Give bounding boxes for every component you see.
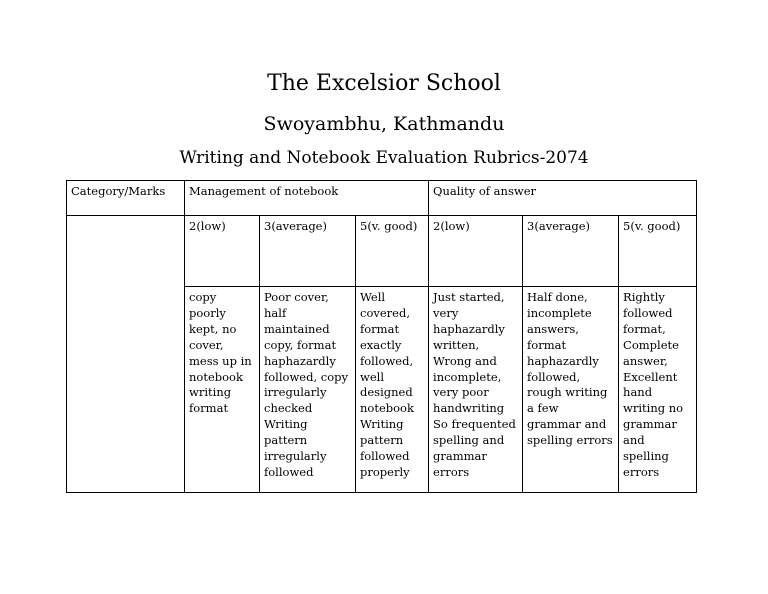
descriptor-cell: Just started, very haphazardly written, Wrong and incomplete, very poor handwriting So frequented spelling and grammar errors	[429, 287, 523, 493]
school-name: The Excelsior School	[267, 71, 501, 96]
descriptor-cell: Well covered, format exactly followed, well designed notebook Writing pattern followed properly	[356, 287, 429, 493]
management-of-notebook-header: Management of notebook	[185, 181, 429, 216]
descriptor-cell: Poor cover, half maintained copy, format haphazardly followed, copy irregularly checked Writing pattern irregularly followed	[260, 287, 356, 493]
school-location: Swoyambhu, Kathmandu	[263, 113, 505, 135]
mark-cell: 2(low)	[429, 216, 523, 287]
document-title: Writing and Notebook Evaluation Rubrics-2074	[179, 148, 589, 168]
mark-cell: 5(v. good)	[356, 216, 429, 287]
mark-cell: 3(average)	[523, 216, 619, 287]
rubric-table	[66, 180, 697, 493]
category-marks-header: Category/Marks	[67, 181, 185, 216]
descriptor-cell: Half done, incomplete answers, format haphazardly followed, rough writing a few grammar and spelling errors	[523, 287, 619, 493]
descriptor-cell: copy poorly kept, no cover, mess up in notebook writing format	[185, 287, 260, 493]
header-row	[67, 181, 697, 216]
mark-cell: 2(low)	[185, 216, 260, 287]
mark-cell: 3(average)	[260, 216, 356, 287]
marks-row	[67, 216, 697, 287]
quality-of-answer-header: Quality of answer	[429, 181, 697, 216]
mark-cell: 5(v. good)	[619, 216, 697, 287]
descriptor-cell: Rightly followed format, Complete answer, Excellent hand writing no grammar and spelling errors	[619, 287, 697, 493]
category-empty-cell	[67, 216, 185, 493]
